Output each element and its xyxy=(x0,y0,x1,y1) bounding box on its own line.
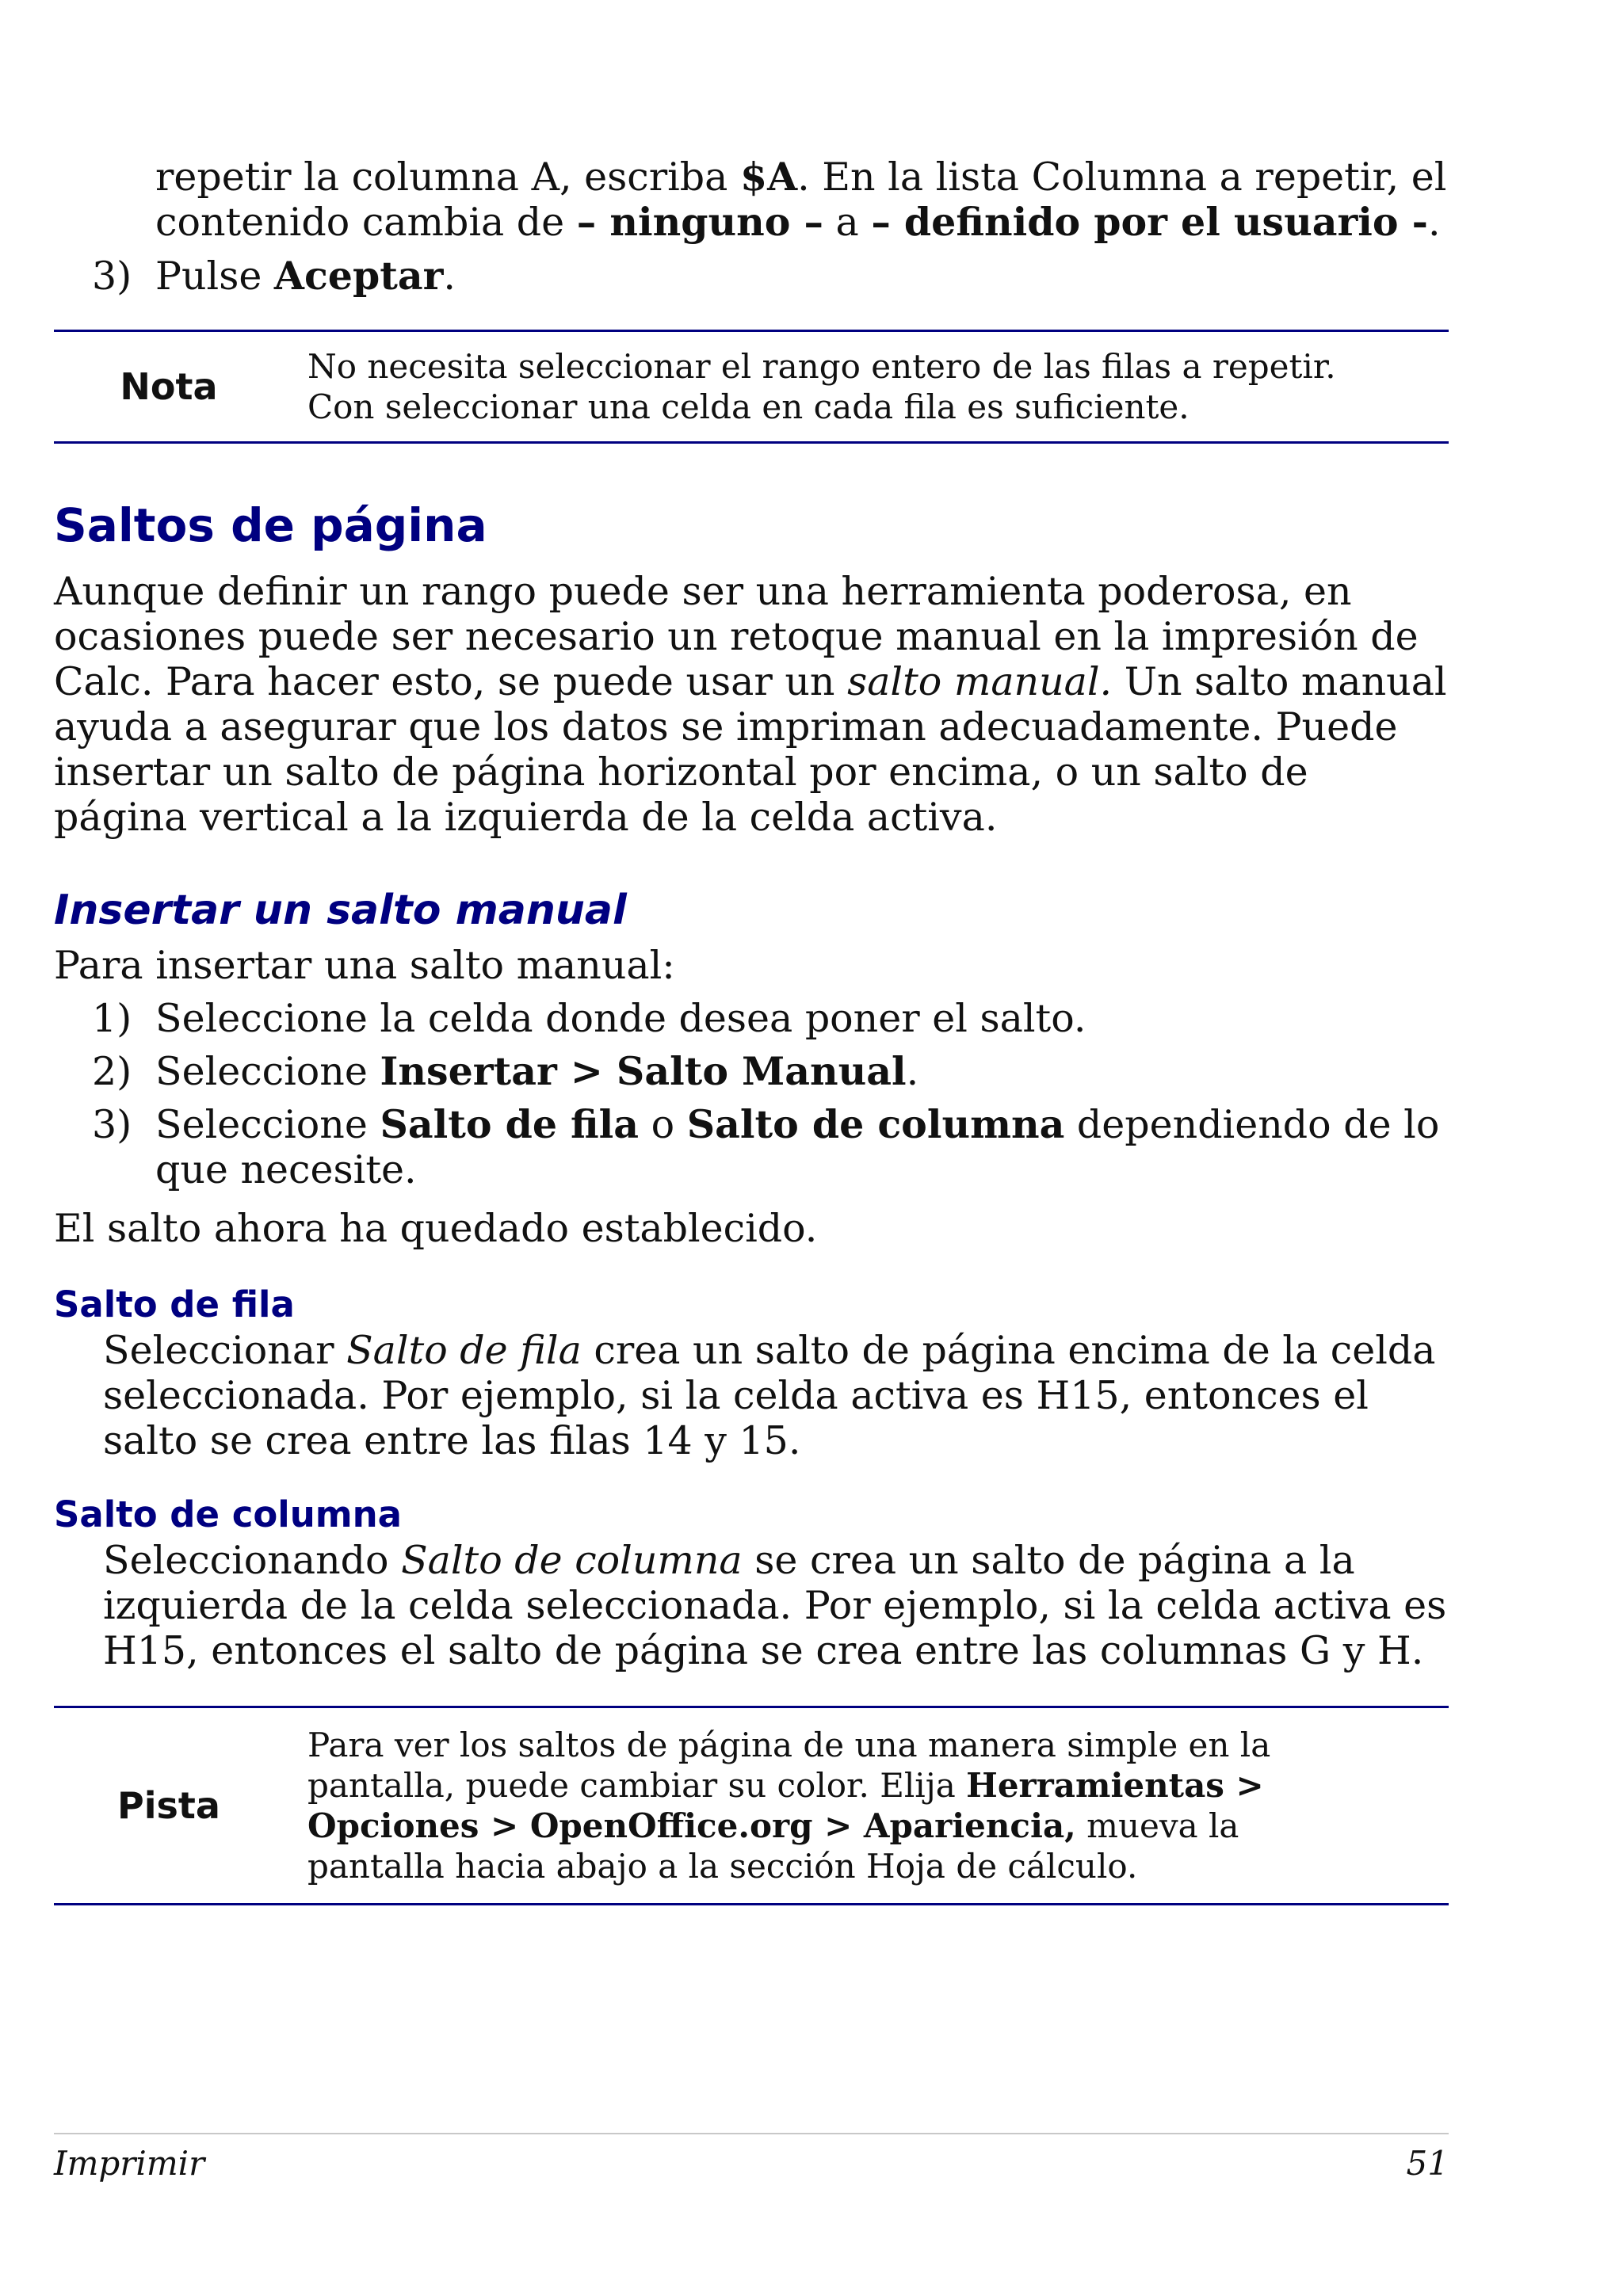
tip-label: Pista xyxy=(117,1784,220,1827)
section-heading: Saltos de página xyxy=(54,498,487,552)
tip-text: Para ver los saltos de página de una manera simple en la pantalla, puede cambiar su color. Elija Herramientas > Opciones > OpenOffice.org > Apariencia, mueva la pantalla hacia abajo a la sección Hoja de cálculo. xyxy=(307,1726,1271,1886)
term-description-column-break: Seleccionando Salto de columna se crea un salto de página a la izquierda de la celda seleccionada. Por ejemplo, si la celda activa es H15, entonces el salto de página se crea entre las columnas G y H. xyxy=(103,1538,1447,1673)
subsection-intro: Para insertar una salto manual: xyxy=(54,943,675,988)
subsection-heading: Insertar un salto manual xyxy=(54,887,627,934)
note-box xyxy=(54,330,1449,444)
term-description-row-break: Seleccionar Salto de fila crea un salto de página encima de la celda seleccionada. Por ejemplo, si la celda activa es H15, entonces el salto se crea entre las filas 14 y 15. xyxy=(103,1328,1436,1463)
list-item: 1) Seleccione la celda donde desea poner el salto. xyxy=(92,996,1086,1041)
term-heading-row-break: Salto de fila xyxy=(54,1283,295,1325)
page-footer xyxy=(54,2133,1449,2183)
continued-line-2: contenido cambia de – ninguno – a – definido por el usuario -. xyxy=(155,199,1441,245)
term-heading-column-break: Salto de columna xyxy=(54,1493,403,1535)
footer-chapter: Imprimir xyxy=(54,2144,205,2183)
section-paragraph: Aunque definir un rango puede ser una herramienta poderosa, en ocasiones puede ser necesario un retoque manual en la impresión de Calc. Para hacer esto, se puede usar un salto manual. Un salto manual ayuda a asegurar que los datos se impriman adecuadamente. Puede insertar un salto de página horizontal por encima, o un salto de página vertical a la izquierda de la celda activa. xyxy=(54,569,1447,840)
page-number: 51 xyxy=(1406,2144,1449,2183)
continued-line-1: repetir la columna A, escriba $A. En la lista Columna a repetir, el xyxy=(155,154,1447,200)
tip-box xyxy=(54,1706,1449,1905)
list-item: 3) Pulse Aceptar. xyxy=(92,253,456,299)
list-item: 2) Seleccione Insertar > Salto Manual. xyxy=(92,1048,919,1094)
continued-step xyxy=(54,154,1449,245)
note-label: Nota xyxy=(120,365,218,408)
note-text: No necesita seleccionar el rango entero de las filas a repetir. Con seleccionar una celda en cada fila es suficiente. xyxy=(307,347,1336,426)
list-item: 3) Seleccione Salto de fila o Salto de columna dependiendo de lo que necesite. xyxy=(92,1101,1440,1192)
subsection-outro: El salto ahora ha quedado establecido. xyxy=(54,1206,818,1251)
